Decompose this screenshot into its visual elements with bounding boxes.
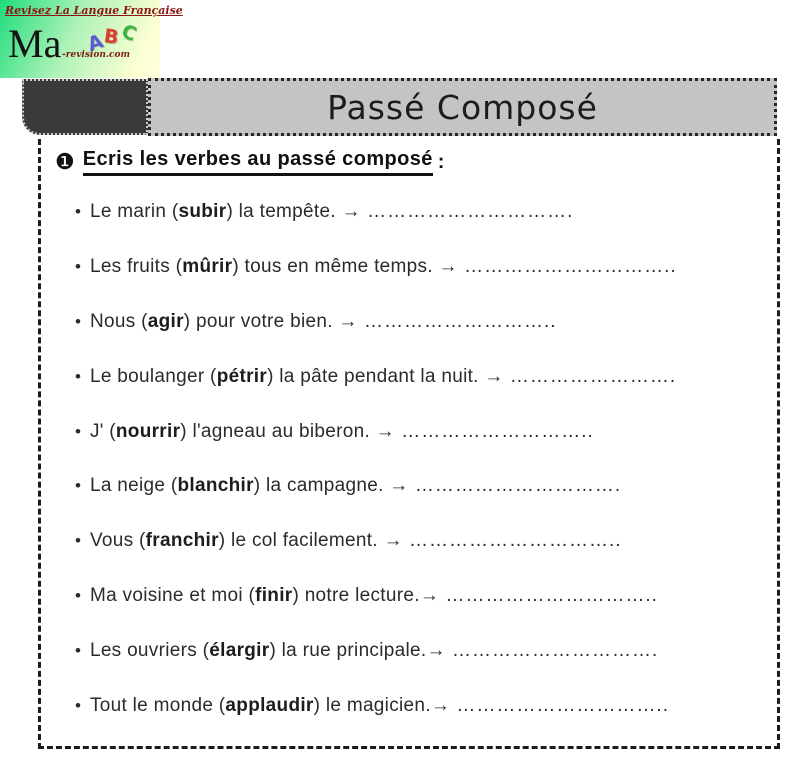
answer-blank: …………………………. (445, 639, 659, 661)
exercise-sentence (90, 201, 573, 223)
sentence-start: La neige ( (89, 475, 178, 497)
verb-infinitive: blanchir (177, 475, 254, 497)
arrow-glyph: → (383, 530, 403, 552)
sentence-start: J' ( (89, 420, 116, 442)
sentence-end: ) notre lecture. (292, 584, 420, 606)
banner-dark-tab (22, 79, 148, 135)
exercise-sentence (90, 475, 621, 497)
exercise-item (41, 295, 783, 350)
bullet-icon: • (75, 640, 81, 660)
exercise-instruction (55, 148, 444, 176)
exercise-sentence (90, 366, 676, 388)
abc-letter-1: B (102, 25, 120, 49)
exercise-item (41, 240, 783, 295)
exercise-item (41, 514, 783, 569)
answer-blank: ………………………….. (402, 530, 622, 552)
bullet-icon: • (75, 366, 81, 386)
answer-blank: ……………………. (503, 365, 677, 387)
sentence-start: Vous ( (89, 530, 146, 552)
answer-blank: ………………………….. (450, 694, 669, 716)
exercise-item (41, 678, 783, 733)
verb-infinitive: pétrir (216, 365, 268, 387)
sentence-end: ) l'agneau au biberon. (180, 420, 376, 442)
arrow-glyph: → (430, 694, 451, 716)
exercise-item (41, 459, 783, 514)
abc-letter-2: C (118, 20, 140, 46)
exercise-sentence (90, 530, 622, 552)
sentence-start: Nous ( (89, 310, 148, 332)
bullet-icon: • (75, 585, 81, 605)
page-title: Passé Composé (327, 87, 598, 127)
instruction-colon: : (437, 150, 445, 173)
bullet-icon: • (75, 257, 81, 277)
sentence-end: ) tous en même temps. (232, 256, 439, 278)
verb-infinitive: finir (255, 584, 293, 606)
sentence-end: ) la rue principale. (269, 639, 427, 661)
circled-one-icon: ❶ (55, 149, 75, 174)
answer-blank: …………………………. (360, 201, 574, 223)
abc-letters-icon (84, 20, 146, 58)
sentence-end: ) la tempête. (226, 201, 342, 223)
exercise-box (38, 139, 780, 749)
exercise-sentence (90, 695, 669, 717)
exercise-sentence (90, 640, 658, 662)
verb-infinitive: agir (147, 310, 184, 332)
sentence-end: ) le magicien. (313, 694, 431, 716)
answer-blank: …………………………. (408, 475, 622, 497)
exercise-sentence (90, 256, 677, 278)
exercise-sentence (90, 585, 658, 607)
site-logo (0, 0, 183, 78)
verb-infinitive: élargir (209, 639, 270, 661)
verb-infinitive: nourrir (115, 420, 181, 442)
sentence-start: Le boulanger ( (89, 365, 217, 387)
bullet-icon: • (75, 531, 81, 551)
arrow-glyph: → (389, 475, 409, 497)
exercise-sentence (90, 421, 594, 443)
verb-infinitive: mûrir (182, 256, 233, 278)
sentence-start: Tout le monde ( (89, 694, 226, 716)
bullet-icon: • (75, 421, 81, 441)
exercise-item (41, 349, 783, 404)
logo-domain-text: -revision.com (62, 50, 131, 60)
sentence-start: Les fruits ( (89, 256, 183, 278)
sentence-end: ) le col facilement. (218, 530, 384, 552)
title-banner (148, 78, 777, 136)
arrow-glyph: → (338, 310, 358, 332)
answer-blank: ………………………….. (457, 256, 677, 278)
arrow-glyph: → (438, 256, 458, 278)
arrow-glyph: → (341, 201, 361, 223)
answer-blank: ………………………….. (439, 584, 658, 606)
exercise-item (41, 623, 783, 678)
arrow-glyph: → (484, 365, 504, 387)
exercise-item (41, 404, 783, 459)
logo-tagline: Revisez La Langue Française (5, 4, 183, 17)
exercise-item (41, 569, 783, 624)
exercise-item (41, 185, 783, 240)
arrow-glyph: → (419, 584, 440, 606)
arrow-glyph: → (426, 639, 446, 661)
answer-blank: ……………………….. (394, 420, 594, 442)
bullet-icon: • (75, 311, 81, 331)
arrow-glyph: → (375, 420, 395, 442)
abc-letter-0: A (84, 30, 106, 56)
sentence-end: ) la pâte pendant la nuit. (267, 365, 485, 387)
exercise-sentence (90, 311, 557, 333)
logo-brand-text: Ma (8, 21, 62, 66)
verb-infinitive: subir (178, 201, 227, 223)
verb-infinitive: franchir (145, 530, 219, 552)
sentence-start: Ma voisine et moi ( (89, 584, 256, 606)
sentence-start: Le marin ( (89, 201, 179, 223)
bullet-icon: • (75, 202, 81, 222)
exercise-list (41, 185, 783, 733)
instruction-text: Ecris les verbes au passé composé (83, 148, 433, 176)
sentence-end: ) pour votre bien. (183, 310, 339, 332)
bullet-icon: • (75, 695, 81, 715)
verb-infinitive: applaudir (225, 694, 314, 716)
answer-blank: ……………………….. (357, 310, 557, 332)
sentence-start: Les ouvriers ( (89, 639, 210, 661)
sentence-end: ) la campagne. (253, 475, 390, 497)
bullet-icon: • (75, 476, 81, 496)
